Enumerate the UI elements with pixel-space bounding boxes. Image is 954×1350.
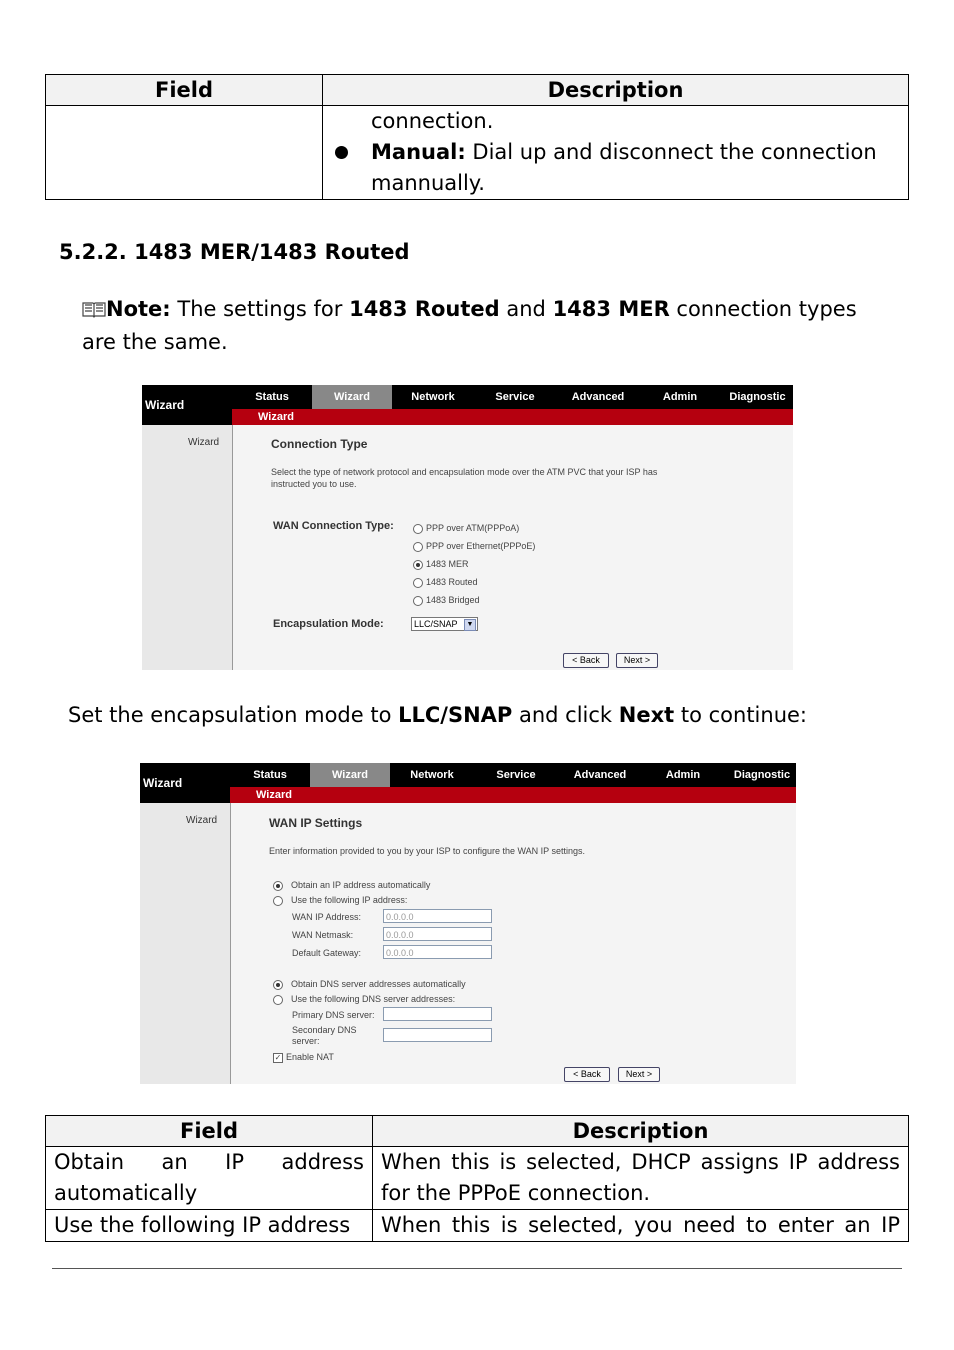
side-menu-wizard[interactable]: Wizard [186,815,218,826]
option-label: Use the following IP address: [291,895,408,905]
nav-service[interactable]: Service [496,769,536,781]
description-cell [373,1210,909,1242]
next-button[interactable]: Next > [618,1067,660,1082]
side-menu-wizard[interactable]: Wizard [188,437,220,448]
sub-bar: Wizard [232,409,793,425]
instruction-bold: Next [618,703,675,727]
instruction-line [68,703,807,727]
default-gateway-input[interactable]: 0.0.0.0 [383,945,492,959]
next-button[interactable]: Next > [616,653,658,668]
brand-label: Wizard [140,763,230,803]
radio-selected-icon[interactable] [413,560,423,570]
nav-admin[interactable]: Admin [665,769,701,781]
top-nav [232,385,793,409]
radio-selected-icon[interactable] [273,881,283,891]
brand-label: Wizard [142,385,232,425]
field-text: Obtain an IP address [54,1150,364,1174]
nav-status[interactable]: Status [253,769,287,781]
bullet-text: Dial up and disconnect the connection [465,140,877,164]
obtain-ip-auto[interactable] [273,879,430,891]
section-description: Enter information provided to you by your ISP to configure the WAN IP settings. [269,846,585,856]
wan-netmask-input[interactable]: 0.0.0.0 [383,927,492,941]
note-bold: 1483 Routed [349,297,500,321]
note-paragraph [82,294,872,358]
description-cell [323,106,909,200]
option-label: PPP over ATM(PPPoA) [426,523,520,533]
option-label: Obtain an IP address automatically [291,880,431,890]
header-description: Description [323,75,909,106]
desc-text: When this is selected, DHCP assigns IP address [381,1150,900,1174]
radio-icon[interactable] [413,578,423,588]
radio-icon[interactable] [413,542,423,552]
radio-icon[interactable] [273,896,283,906]
note-text: The settings for [170,297,350,321]
table-row [46,1147,909,1210]
option-label: PPP over Ethernet(PPPoE) [426,541,536,551]
screenshot-wan-ip-settings [140,763,796,1084]
note-text: and [499,297,553,321]
desc-line: mannually. [371,171,485,195]
note-bold: 1483 MER [552,297,670,321]
default-gateway-label: Default Gateway: [292,948,362,958]
wan-ip-input[interactable]: 0.0.0.0 [383,909,492,923]
secondary-dns-label: Secondary DNS server: [292,1025,357,1046]
option-label: 1483 MER [426,559,469,569]
desc-line: connection. [371,109,494,133]
wan-connection-type-label: WAN Connection Type: [273,520,394,532]
nav-network[interactable]: Network [410,769,454,781]
screenshot-connection-type [142,385,793,670]
option-label: Obtain DNS server addresses automatically [291,979,466,989]
option-pppoa[interactable] [413,522,519,534]
header-field: Field [46,75,323,106]
radio-selected-icon[interactable] [273,980,283,990]
nav-diagnostic[interactable]: Diagnostic [729,391,786,403]
left-panel [142,385,233,670]
book-icon [82,296,106,327]
nav-wizard[interactable]: Wizard [312,385,392,409]
option-label: 1483 Bridged [426,595,480,605]
option-label: Enable NAT [286,1052,334,1062]
instruction-bold: LLC/SNAP [398,703,513,727]
option-label: 1483 Routed [426,577,478,587]
encapsulation-mode-label: Encapsulation Mode: [273,618,384,630]
bullet-item [371,137,900,168]
nav-service[interactable]: Service [495,391,535,403]
top-nav [230,763,796,787]
enable-nat-checkbox[interactable] [273,1051,334,1063]
encapsulation-select[interactable] [411,617,478,631]
option-1483-mer[interactable] [413,558,469,570]
wan-netmask-label: WAN Netmask: [292,930,354,940]
desc-text: When this is selected, you need to enter an IP [381,1213,900,1237]
field-cell: Use the following IP address [46,1210,373,1242]
checkmark-icon[interactable]: ✓ [274,1052,282,1062]
note-text: connection types are the same. [82,297,857,354]
field-cell [46,1147,373,1210]
section-title: WAN IP Settings [269,816,363,830]
table-row [46,1210,909,1242]
radio-icon[interactable] [273,995,283,1005]
field-text: automatically [54,1181,198,1205]
field-cell [46,106,323,200]
nav-advanced[interactable]: Advanced [573,769,627,781]
desc-text: for the PPPoE connection. [381,1181,651,1205]
primary-dns-input[interactable] [383,1007,492,1021]
field-table-bottom [45,1115,909,1242]
secondary-dns-input[interactable] [383,1028,492,1042]
left-panel [140,763,231,1084]
option-1483-bridged[interactable] [413,594,480,606]
nav-wizard[interactable]: Wizard [310,763,390,787]
wan-ip-label: WAN IP Address: [292,912,362,922]
chevron-down-icon[interactable]: ▼ [464,619,476,631]
section-description: Select the type of network protocol and encapsulation mode over the ATM PVC that your ISP has instructed you to use. [271,467,658,489]
option-label: Use the following DNS server addresses: [291,994,456,1004]
option-pppoe[interactable] [413,540,535,552]
use-following-dns[interactable] [273,993,455,1005]
back-button[interactable]: < Back [563,653,609,668]
instruction-text: to continue: [674,703,808,727]
note-label: Note: [106,297,171,321]
nav-network[interactable]: Network [411,391,455,403]
nav-admin[interactable]: Admin [662,391,698,403]
section-heading: 5.2.2. 1483 MER/1483 Routed [59,240,410,264]
bullet-icon [335,146,348,159]
primary-dns-label: Primary DNS server: [292,1010,375,1020]
use-following-ip[interactable] [273,894,407,906]
back-button[interactable]: < Back [564,1067,610,1082]
header-description: Description [373,1116,909,1147]
field-table-top [45,74,909,200]
sub-bar: Wizard [230,787,796,803]
option-1483-routed[interactable] [413,576,478,588]
instruction-text: Set the encapsulation mode to [68,703,399,727]
bullet-label: Manual: [371,140,466,164]
description-cell [373,1147,909,1210]
instruction-text: and click [512,703,619,727]
footer-divider [52,1268,902,1269]
header-field: Field [46,1116,373,1147]
radio-icon[interactable] [413,524,423,534]
nav-diagnostic[interactable]: Diagnostic [733,769,791,781]
select-value: LLC/SNAP [414,619,458,629]
nav-advanced[interactable]: Advanced [571,391,625,403]
section-title: Connection Type [271,437,368,451]
nav-status[interactable]: Status [255,391,289,403]
obtain-dns-auto[interactable] [273,978,466,990]
radio-icon[interactable] [413,596,423,606]
